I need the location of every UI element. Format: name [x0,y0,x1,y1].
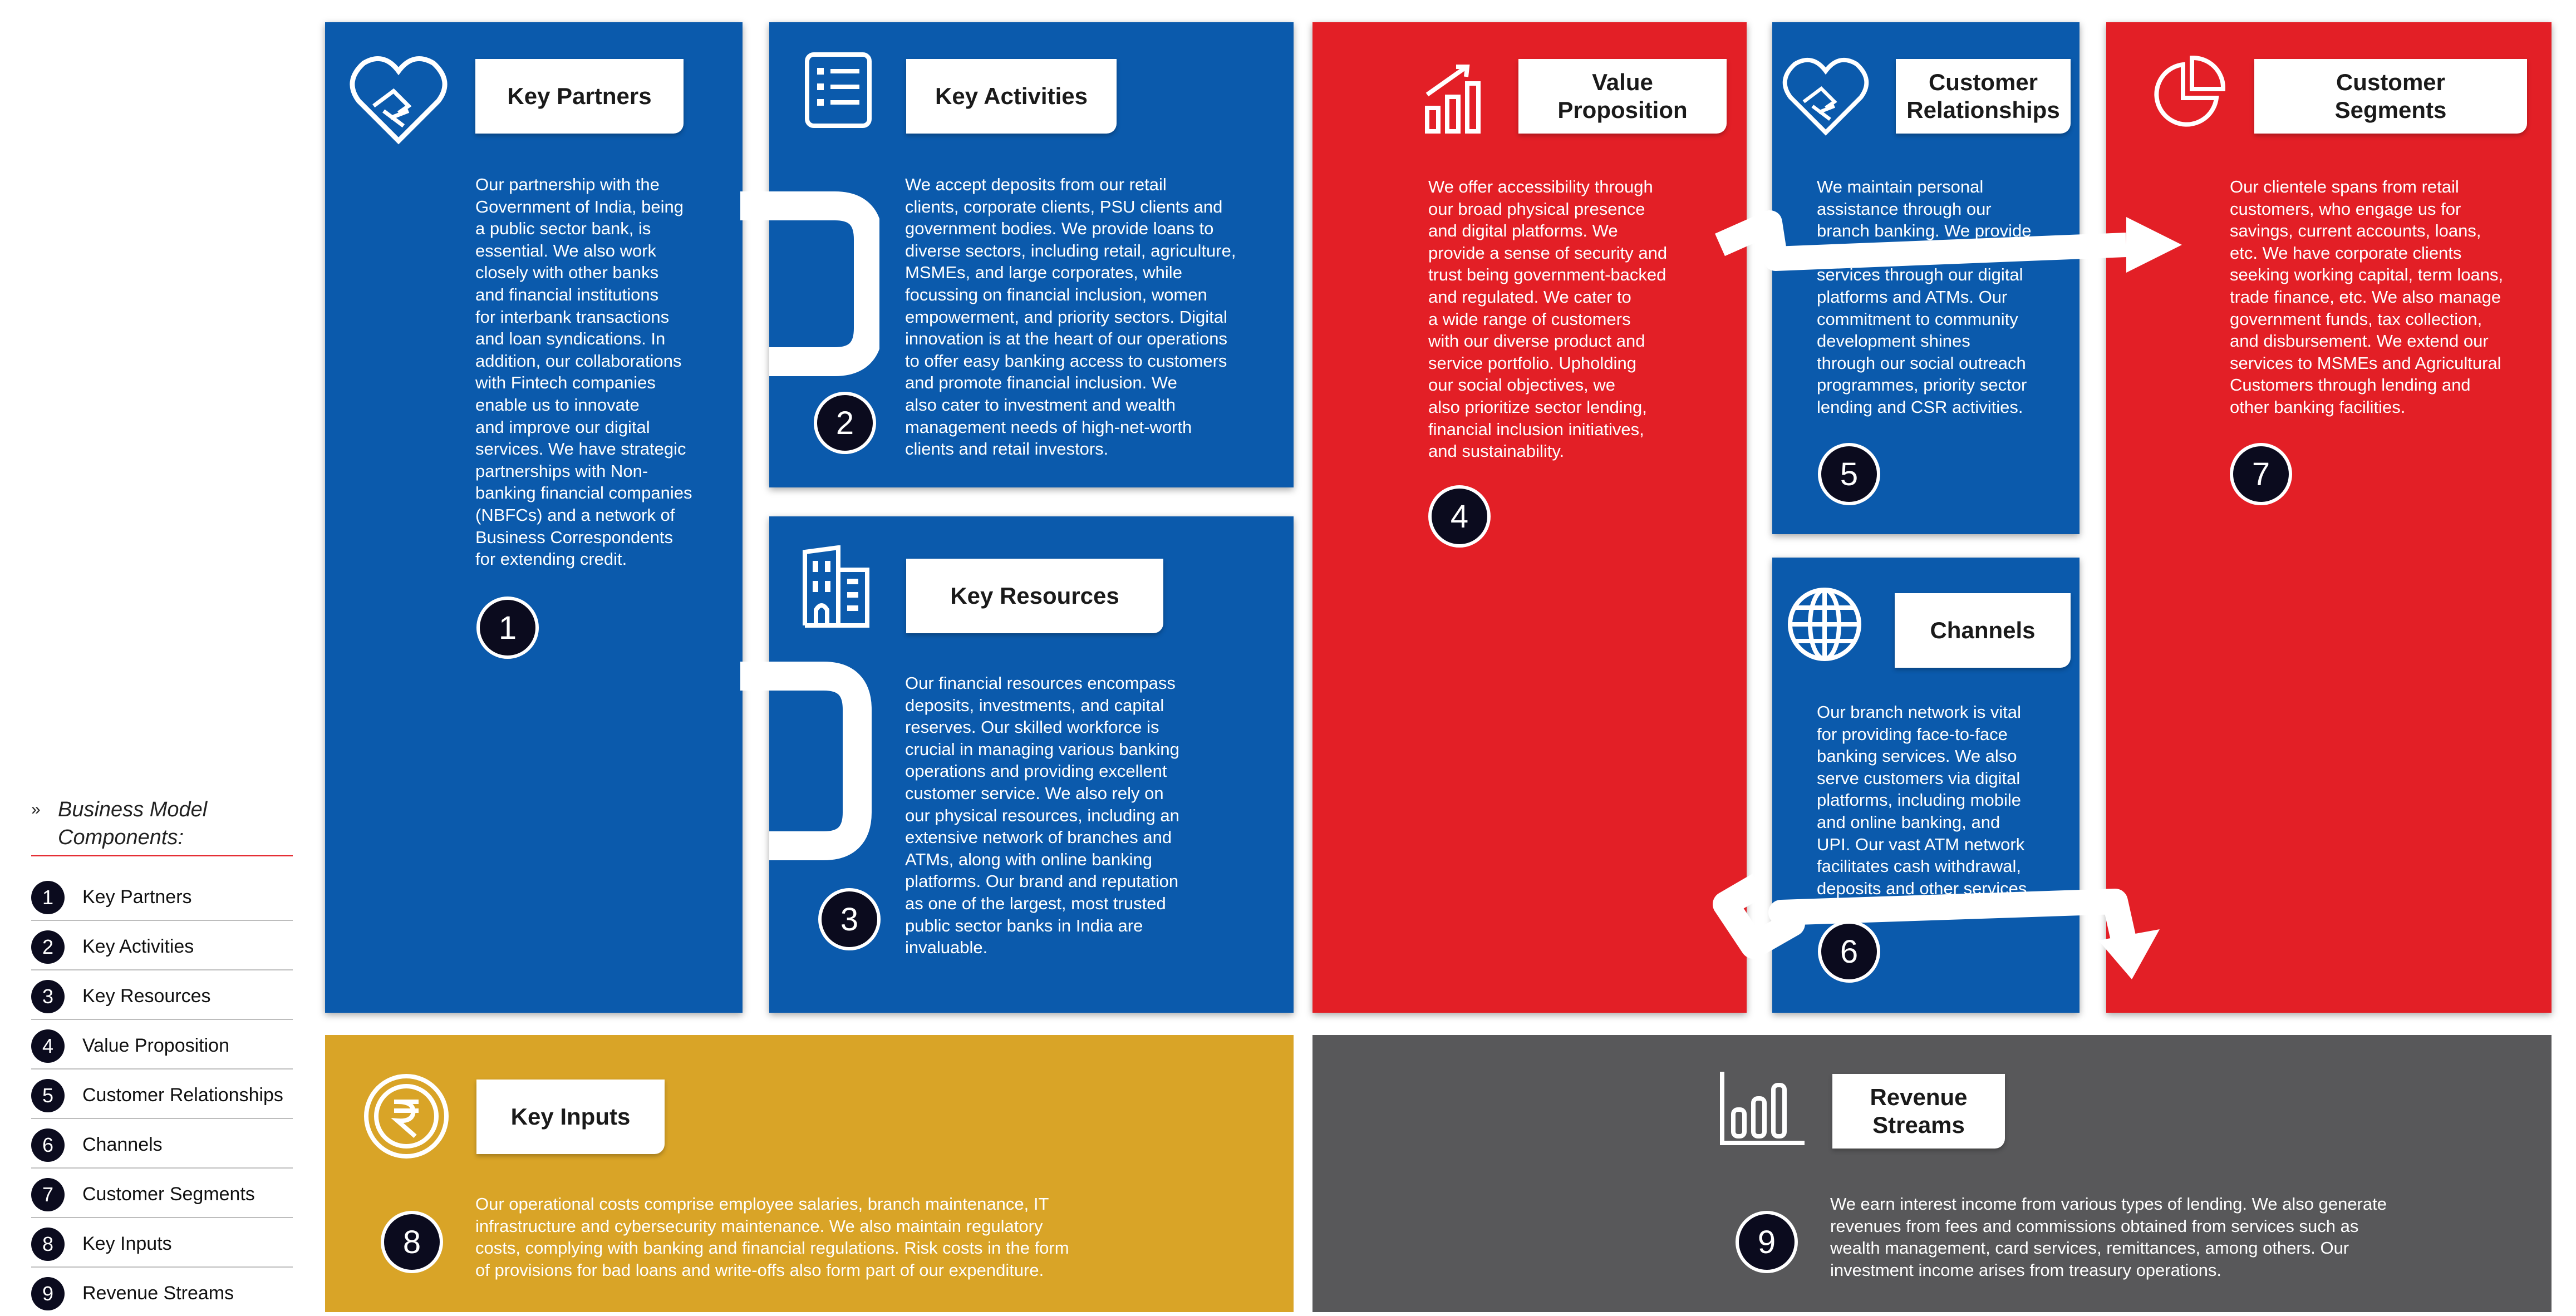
legend-title: Business Model Components: [58,798,208,849]
legend-number: 6 [31,1128,65,1162]
legend-label: Revenue Streams [82,1283,234,1304]
number-badge: 2 [814,392,876,454]
key-inputs-text: Our operational costs comprise employee salaries, branch maintenance, IT infrastructure and cybersecurity maintenance. We also maintain regulatory costs, complying with banking and financial regulations. Risk costs in the form of provisions for bad loans and write-offs also form part of our expenditure. [475,1194,1069,1280]
customer-segments-text: Our clientele spans from retail customers, who engage us for savings, current accounts, loans, etc. We have corporate clients seeking working capital, term loans, trade finance, etc. We also manage government funds, tax collection, and disbursement. We extend our services to MSMEs and Agricultural Customers through lending and other banking facilities. [2230,177,2504,417]
revenue-streams-text: We earn interest income from various types of lending. We also generate revenues from fees and commissions obtained from services such as wealth management, card services, remittances, among others. Our investment income arises from treasury operations. [1830,1194,2387,1280]
checklist-icon [804,51,873,129]
channels-text: Our branch network is vital for providing face-to-face banking services. We also serve customers via digital platforms, including mobile and online banking, and UPI. Our vast ATM network facilitates cash withdrawal, deposits and other services. [1817,702,2032,898]
legend-item-customer-segments [31,1168,293,1217]
number-badge: 6 [1818,920,1880,983]
legend-label: Customer Segments [82,1184,255,1205]
legend-number: 7 [31,1178,65,1211]
legend-item-customer-relationships [31,1069,293,1118]
chevron-icon: » [31,800,41,819]
value-proposition-text: We offer accessibility through our broad physical presence and digital platforms. We provide a sense of security and trust being government-backed and regulated. We cater to a wide range of customers with our diverse product and service portfolio. Upholding our social objectives, we also prioritize sector lending, financial inclusion initiatives, and sustainability. [1428,177,1668,461]
legend-number: 9 [31,1277,65,1310]
key-partners-text: Our partnership with the Government of India, being a public sector bank, is essential. We also work closely with other banks and financial institutions for interbank transactions and loan syndications. In addition, our collaborations with Fintech companies enable us to innovate and improve our digital services. We have strategic partnerships with Non- banking financial companies (NBFCs) and a network of Business Correspondents for extending credit. [475,175,692,569]
buildings-icon [800,545,872,628]
key-resources-text: Our financial resources encompass deposits, investments, and capital reserves. Our skilled workforce is crucial in managing various banking operations and providing excellent customer service. We also rely on our physical resources, including an extensive network of branches and ATMs, along with online banking platforms. Our brand and reputation as one of the largest, most trusted public sector banks in India are invaluable. [905,673,1179,958]
rupee-coin-icon [362,1072,451,1161]
revenue-streams-title: Revenue Streams [1832,1074,2005,1149]
legend-number: 1 [31,881,65,914]
legend-label: Key Partners [82,886,192,908]
handshake-heart-icon [1781,53,1870,137]
key-activities-title: Key Activities [906,59,1117,134]
growth-chart-icon [1423,61,1489,134]
legend-number: 2 [31,930,65,964]
legend-number: 4 [31,1029,65,1063]
key-inputs-title: Key Inputs [476,1080,665,1154]
legend-label: Value Proposition [82,1035,229,1056]
value-proposition-panel [1312,22,1747,1013]
value-proposition-title: Value Proposition [1518,59,1727,134]
legend-label: Channels [82,1134,163,1155]
number-badge: 1 [476,597,539,659]
legend-number: 5 [31,1079,65,1112]
legend-item-key-inputs [31,1218,293,1266]
legend-label: Customer Relationships [82,1085,283,1106]
number-badge: 4 [1428,485,1491,548]
legend-item-key-activities [31,920,293,969]
key-resources-title: Key Resources [906,559,1163,633]
legend-item-channels [31,1118,293,1167]
globe-icon [1786,585,1864,663]
legend-number: 3 [31,980,65,1013]
legend-label: Key Activities [82,936,194,957]
legend-item-key-resources [31,970,293,1019]
handshake-heart-icon [348,51,449,146]
legend-label: Key Resources [82,985,211,1007]
legend-number: 8 [31,1228,65,1261]
key-activities-text: We accept deposits from our retail clients, corporate clients, PSU clients and government bodies. We provide loans to diverse sectors, including retail, agriculture, MSMEs, and large corporates, while focussing on financial inclusion, women empowerment, and priority sectors. Digital innovation is at the heart of our operations to offer easy banking access to customers and promote financial inclusion. We also cater to investment and wealth management needs of high-net-worth clients and retail investors. [905,175,1236,459]
channels-title: Channels [1895,593,2071,668]
number-badge: 9 [1736,1211,1798,1273]
number-badge: 7 [2230,443,2292,505]
customer-segments-title: Customer Segments [2254,59,2527,134]
legend-item-key-partners [31,871,293,920]
bar-chart-icon [1718,1069,1807,1147]
legend-label: Key Inputs [82,1233,172,1254]
customer-relationships-text: We maintain personal assistance through our branch banking. We provide self-service and automated services through our digital platforms and ATMs. Our commitment to community development shines through our social outreach programmes, priority sector lending and CSR activities. [1817,177,2032,417]
pie-chart-icon [2150,56,2225,131]
legend-item-revenue-streams [31,1267,293,1316]
customer-relationships-title: Customer Relationships [1896,59,2071,134]
number-badge: 3 [818,888,881,950]
key-partners-title: Key Partners [475,59,684,134]
legend-item-value-proposition [31,1019,293,1068]
number-badge: 8 [381,1211,443,1273]
number-badge: 5 [1818,443,1880,505]
legend-divider [31,855,293,856]
